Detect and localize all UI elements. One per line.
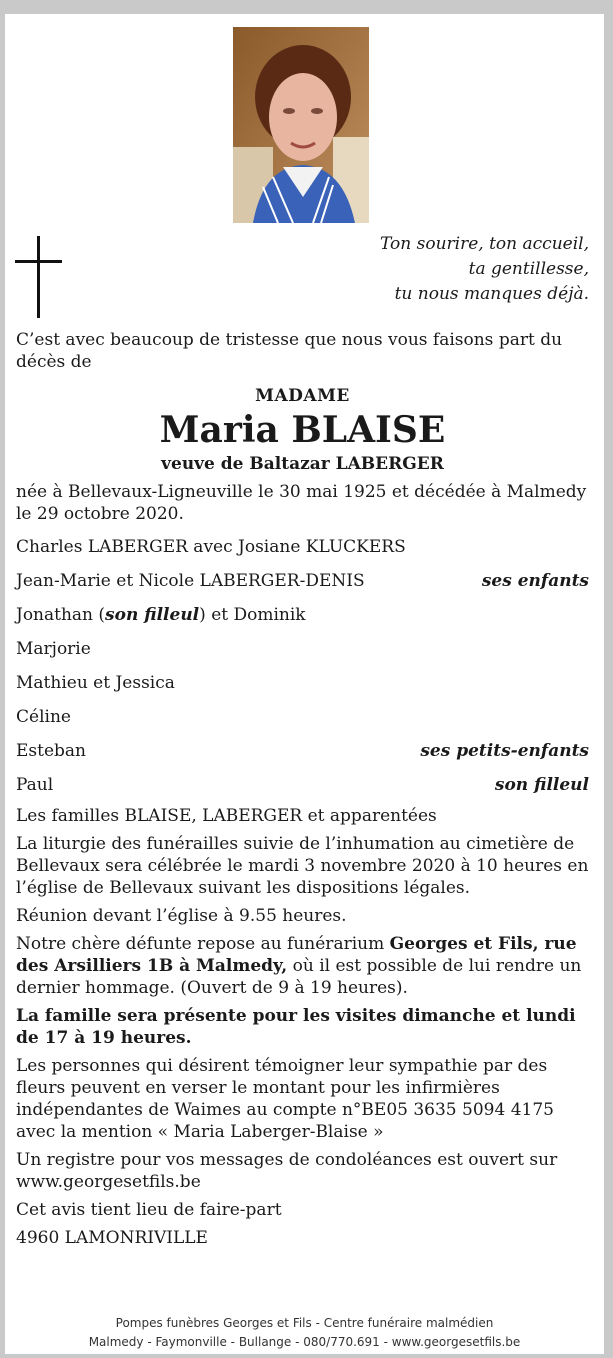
family-member (16, 598, 306, 632)
quote-line: tu nous manques déjà. (394, 284, 589, 304)
birth-death-text: née à Bellevaux-Ligneuville le 30 mai 1925 et décédée à Malmedy le 29 octobre 2020. (16, 482, 587, 524)
meeting-text: Réunion devant l’église à 9.55 heures. (16, 906, 347, 926)
family-member-name: Jonathan ( (16, 605, 106, 625)
family-relation: ses petits-enfants (420, 741, 589, 761)
footer-line: Malmedy - Faymonville - Bullange - 080/770.691 - www.georgesetfils.be (88, 1335, 521, 1349)
register-text: Un registre pour vos messages de condoléances est ouvert sur www.georgesetfils.be (16, 1150, 558, 1192)
family-member: Paul (16, 775, 54, 795)
family-member: Charles LABERGER avec Josiane KLUCKERS (16, 537, 406, 557)
family-member: Mathieu et Jessica (16, 673, 175, 693)
family-member: Esteban (16, 741, 86, 761)
family-row (16, 700, 589, 734)
family-row (16, 768, 589, 802)
family-member: Marjorie (16, 639, 91, 659)
deceased-name: Maria BLAISE (159, 409, 446, 451)
widow-line: veuve de Baltazar LABERGER (161, 454, 444, 474)
family-row (16, 734, 589, 768)
liturgy-text: La liturgie des funérailles suivie de l’inhumation au cimetière de Bellevaux sera célébrée le mardi 3 novembre 2020 à 10 heures en l’église de Bellevaux suivant les dispositions légales. (16, 834, 589, 898)
families-line: Les familles BLAISE, LABERGER et apparentées (16, 806, 437, 826)
family-row (16, 598, 589, 632)
family-member: Jean-Marie et Nicole LABERGER-DENIS (16, 571, 365, 591)
visits-text: La famille sera présente pour les visites dimanche et lundi de 17 à 19 heures. (16, 1006, 576, 1048)
rest-text-pre: Notre chère défunte repose au funérarium (16, 934, 390, 954)
family-member-name: ) et Dominik (199, 605, 306, 625)
footer (5, 1314, 604, 1352)
family-row (16, 564, 589, 598)
family-member: Céline (16, 707, 71, 727)
portrait-photo (233, 27, 369, 223)
obituary-page (5, 14, 604, 1354)
donation-text: Les personnes qui désirent témoigner leur sympathie par des fleurs peuvent en verser le montant pour les infirmières indépendantes de Waimes au compte n°BE05 3635 5094 4175 avec la mention « Maria Laberger-Blaise » (16, 1056, 554, 1142)
cross-icon (15, 236, 63, 322)
family-list (16, 530, 589, 802)
family-row (16, 632, 589, 666)
family-relation: ses enfants (481, 571, 589, 591)
obituary-body (16, 329, 589, 1249)
rest-text-post: où il est possible de lui rendre un dernier hommage. (Ouvert de 9 à 19 heures). (16, 956, 582, 998)
family-row (16, 530, 589, 564)
title-label: MADAME (255, 386, 350, 406)
quote-line: ta gentillesse, (468, 259, 589, 279)
funeral-home-address: Georges et Fils, rue des Arsilliers 1B à Malmedy, (16, 934, 577, 976)
footer-line: Pompes funèbres Georges et Fils - Centre funéraire malmédien (115, 1316, 494, 1330)
intro-text: C’est avec beaucoup de tristesse que nous vous faisons part du décès de (16, 330, 563, 372)
quote-line: Ton sourire, ton accueil, (380, 234, 589, 254)
rest-text (16, 933, 589, 999)
godson-label: son filleul (105, 605, 200, 625)
quote (380, 232, 589, 307)
family-relation: son filleul (494, 775, 589, 795)
family-row (16, 666, 589, 700)
notice-text: Cet avis tient lieu de faire-part (16, 1200, 282, 1220)
address-text: 4960 LAMONRIVILLE (16, 1228, 208, 1248)
